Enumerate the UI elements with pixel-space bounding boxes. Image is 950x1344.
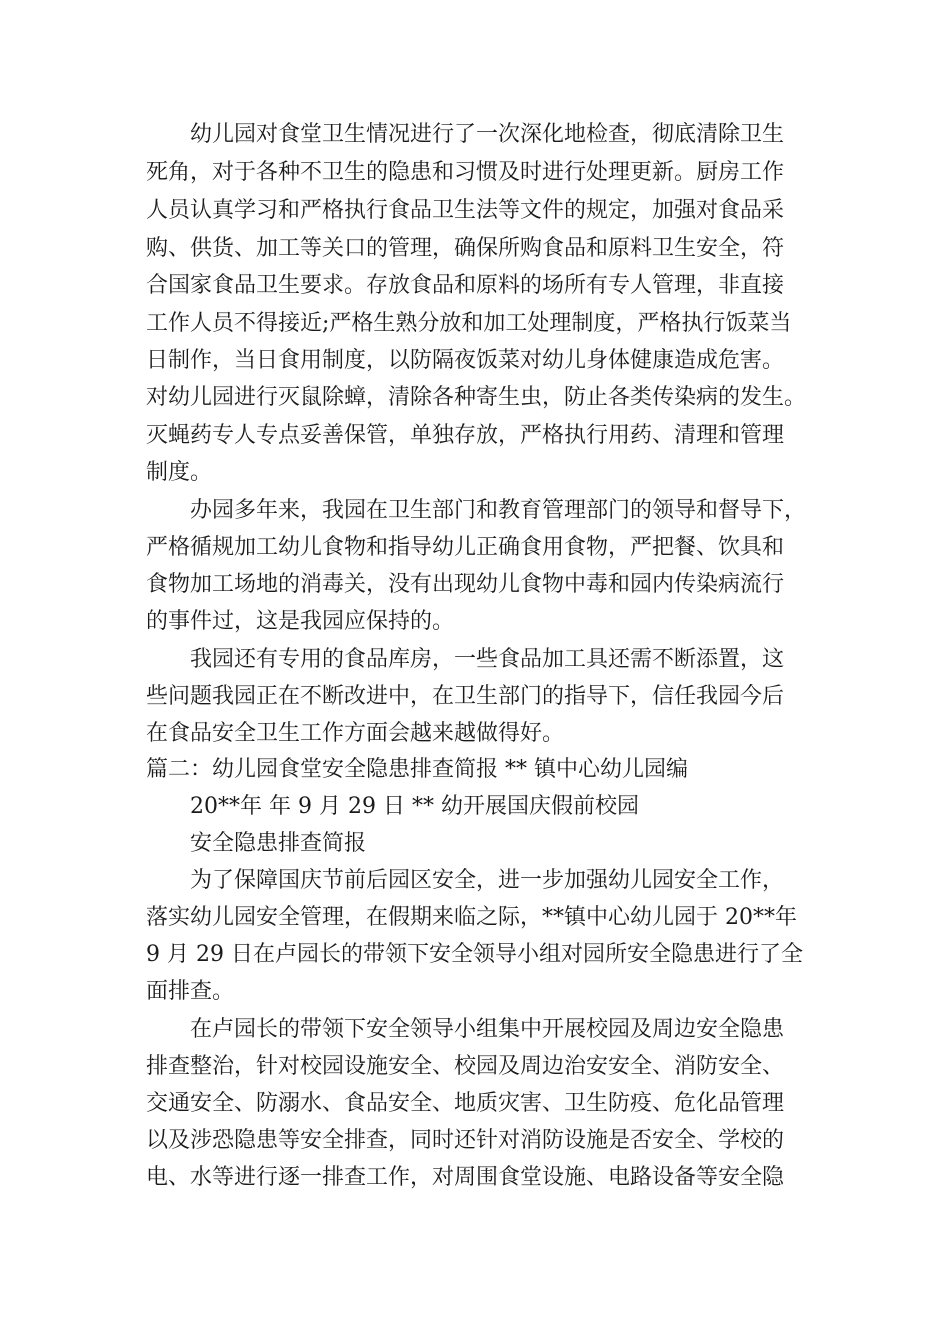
paragraph-2-line-1: 办园多年来，我园在卫生部门和教育管理部门的领导和督导下， (190, 498, 807, 523)
paragraph-5-line-4: 以及涉恐隐患等安全排查，同时还针对消防设施是否安全、学校的 (146, 1128, 785, 1153)
paragraph-2-line-3: 食物加工场地的消毒关，没有出现幼儿食物中毒和园内传染病流行 (146, 572, 785, 597)
paragraph-1-line-9: 灭蝇药专人专点妥善保管，单独存放，严格执行用药、清理和管理 (146, 423, 785, 448)
paragraph-5-line-5: 电、水等进行逐一排查工作，对周围食堂设施、电路设备等安全隐 (146, 1165, 785, 1190)
paragraph-4-line-3: 9 月 29 日在卢园长的带领下安全领导小组对园所安全隐患进行了全 (146, 942, 803, 967)
paragraph-3-line-3: 在食品安全卫生工作方面会越来越做得好。 (146, 721, 565, 746)
paragraph-1-line-10: 制度。 (146, 460, 213, 485)
bulletin-subtitle: 安全隐患排查简报 (190, 831, 367, 856)
paragraph-4-line-2: 落实幼儿园安全管理，在假期来临之际，**镇中心幼儿园于 20**年 (146, 905, 797, 930)
paragraph-1-line-5: 合国家食品卫生要求。存放食品和原料的场所有专人管理，非直接 (146, 273, 785, 298)
paragraph-1-line-4: 购、供货、加工等关口的管理，确保所购食品和原料卫生安全，符 (146, 236, 785, 261)
paragraph-2-line-4: 的事件过，这是我园应保持的。 (146, 609, 455, 634)
paragraph-1-line-7: 日制作，当日食用制度，以防隔夜饭菜对幼儿身体健康造成危害。 (146, 348, 785, 373)
paragraph-4-line-4: 面排查。 (146, 979, 235, 1004)
paragraph-1-line-1: 幼儿园对食堂卫生情况进行了一次深化地检查，彻底清除卫生 (190, 122, 785, 147)
paragraph-3-line-1: 我园还有专用的食品库房，一些食品加工具还需不断添置，这 (190, 647, 785, 672)
paragraph-5-line-3: 交通安全、防溺水、食品安全、地质灾害、卫生防疫、危化品管理 (146, 1091, 785, 1116)
paragraph-3-line-2: 些问题我园正在不断改进中，在卫生部门的指导下，信任我园今后 (146, 684, 785, 709)
paragraph-2-line-2: 严格循规加工幼儿食物和指导幼儿正确食用食物，严把餐、饮具和 (146, 535, 785, 560)
paragraph-1-line-8: 对幼儿园进行灭鼠除蟑，清除各种寄生虫，防止各类传染病的发生。 (146, 385, 807, 410)
paragraph-5-line-1: 在卢园长的带领下安全领导小组集中开展校园及周边安全隐患 (190, 1017, 785, 1042)
paragraph-1-line-6: 工作人员不得接近;严格生熟分放和加工处理制度，严格执行饭菜当 (146, 311, 792, 336)
paragraph-5-line-2: 排查整治，针对校园设施安全、校园及周边治安安全、消防安全、 (146, 1054, 785, 1079)
date-line: 20**年 年 9 月 29 日 ** 幼开展国庆假前校园 (190, 794, 639, 819)
paragraph-4-line-1: 为了保障国庆节前后园区安全，进一步加强幼儿园安全工作， (190, 868, 785, 893)
paragraph-1-line-2: 死角，对于各种不卫生的隐患和习惯及时进行处理更新。厨房工作 (146, 160, 785, 185)
paragraph-1-line-3: 人员认真学习和严格执行食品卫生法等文件的规定，加强对食品采 (146, 198, 785, 223)
section-heading: 篇二：幼儿园食堂安全隐患排查简报 ** 镇中心幼儿园编 (146, 757, 688, 782)
